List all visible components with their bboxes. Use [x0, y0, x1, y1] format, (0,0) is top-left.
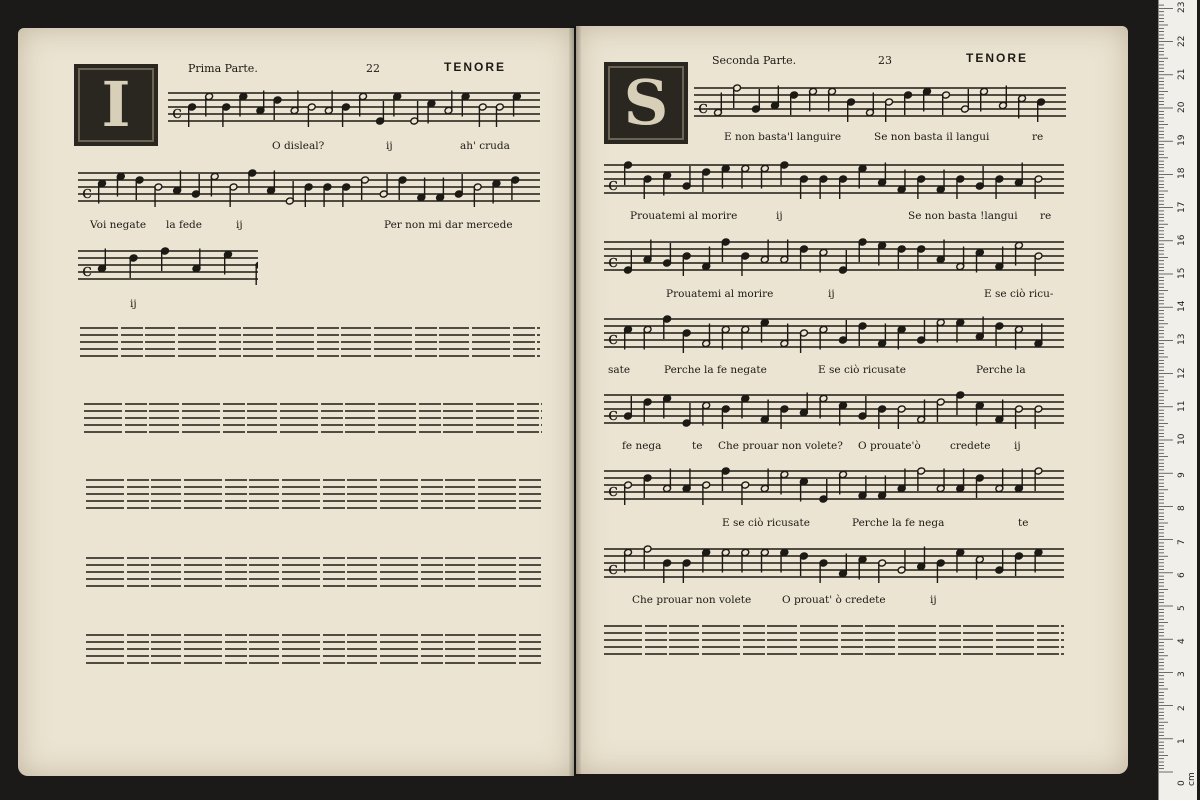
ruler-label: 15	[1177, 267, 1187, 279]
lyric-r3b: ij	[828, 288, 835, 300]
ruler-label: 18	[1177, 167, 1187, 180]
lyric-r4a: sate	[608, 364, 631, 376]
ruler-label: 12	[1177, 367, 1187, 379]
staff-right-4	[604, 311, 1064, 355]
staff-left-2	[78, 165, 540, 209]
staff-left-empty-4	[86, 550, 542, 594]
decorated-initial-right	[604, 62, 688, 144]
lyric-r5e: credete	[950, 440, 991, 452]
right-voice-label: TENORE	[966, 51, 1029, 65]
decorated-initial-left	[74, 64, 158, 146]
clef-symbol: c	[82, 182, 93, 203]
lyric-r5f: ij	[1014, 440, 1021, 452]
staff-left-1	[168, 85, 540, 129]
initial-letter: S	[623, 66, 669, 139]
lyric-r1c: re	[1032, 131, 1044, 143]
staff-right-empty-1	[604, 618, 1064, 662]
lyric-r7c: ij	[930, 594, 937, 606]
staff-left-empty-2	[84, 396, 542, 440]
right-page-number: 23	[878, 54, 892, 67]
staff-left-empty-5	[86, 627, 542, 671]
ruler-label: 5	[1177, 605, 1187, 611]
clef-symbol: c	[608, 480, 619, 501]
lyric-r4b: Perche la fe negate	[664, 364, 767, 376]
lyric-r5c: Che prouar non volete?	[718, 440, 843, 452]
clef-symbol: c	[172, 102, 183, 123]
clef-symbol: c	[608, 174, 619, 195]
lyric-l2a: Voi negate	[90, 219, 147, 231]
lyric-r4d: Perche la	[976, 364, 1026, 376]
clef-symbol: c	[608, 328, 619, 349]
lyric-r7b: O prouat' ò credete	[782, 594, 886, 606]
staff-left-3	[78, 243, 258, 287]
lyric-r2c: Se non basta !langui	[908, 210, 1018, 222]
staff-right-3	[604, 234, 1064, 278]
left-page-number: 22	[366, 62, 380, 75]
lyric-l2b: la fede	[166, 219, 202, 231]
book-gutter	[569, 26, 581, 776]
lyric-r2a: Prouatemi al morire	[630, 210, 738, 222]
staff-right-1	[694, 80, 1066, 124]
lyric-r5d: O prouate'ò	[858, 440, 921, 452]
left-part-title: Prima Parte.	[188, 62, 258, 75]
ruler-label: 22	[1177, 35, 1187, 47]
lyric-r3a: Prouatemi al morire	[666, 288, 774, 300]
ruler-label: 21	[1177, 68, 1187, 80]
lyric-r4c: E se ciò ricusate	[818, 364, 906, 376]
ruler-label: 17	[1177, 201, 1187, 213]
lyric-r6c: te	[1018, 517, 1029, 529]
ruler-label: 6	[1177, 572, 1187, 578]
ruler-label: 0 cm	[1177, 772, 1197, 786]
lyric-l2d: Per non mi dar mercede	[384, 219, 513, 231]
right-part-title: Seconda Parte.	[712, 54, 797, 67]
lyric-r2b: ij	[776, 210, 783, 222]
lyric-r2d: re	[1040, 210, 1052, 222]
ruler-label: 19	[1177, 134, 1187, 147]
clef-symbol: c	[608, 558, 619, 579]
lyric-r7a: Che prouar non volete	[632, 594, 752, 606]
ruler-label: 7	[1177, 538, 1187, 545]
lyric-l1c: ah' cruda	[460, 140, 510, 152]
ruler-label: 10	[1177, 433, 1187, 445]
lyric-r5a: fe nega	[622, 440, 662, 452]
ruler-label: 16	[1177, 234, 1187, 246]
ruler-label: 11	[1177, 400, 1187, 412]
lyric-r1a: E non basta'l languire	[724, 131, 842, 143]
initial-letter: I	[101, 68, 131, 141]
staff-left-empty-1	[80, 320, 540, 364]
staff-left-empty-3	[86, 472, 542, 516]
ruler-label: 14	[1177, 300, 1187, 313]
lyric-l3a: ij	[130, 298, 137, 310]
lyric-l2c: ij	[236, 219, 243, 231]
ruler-label: 20	[1177, 101, 1187, 113]
ruler-label: 13	[1177, 333, 1187, 346]
lyric-l1a: O disleal?	[272, 140, 325, 152]
ruler-label: 3	[1177, 671, 1187, 678]
clef-symbol: c	[82, 260, 93, 281]
lyric-r3c: E se ciò ricu-	[984, 288, 1054, 300]
ruler-label: 1	[1177, 738, 1187, 744]
lyric-r5b: te	[692, 440, 703, 452]
ruler-label: 23	[1177, 1, 1187, 14]
ruler-label: 4	[1177, 638, 1187, 645]
ruler-label: 8	[1177, 505, 1187, 512]
ruler-label: 9	[1177, 472, 1187, 479]
staff-right-5	[604, 387, 1064, 431]
measurement-ruler	[1158, 0, 1197, 800]
clef-symbol: c	[698, 97, 709, 118]
lyric-l1b: ij	[386, 140, 393, 152]
lyric-r6a: E se ciò ricusate	[722, 517, 810, 529]
clef-symbol: c	[608, 251, 619, 272]
staff-right-6	[604, 463, 1064, 507]
lyric-r1b: Se non basta il langui	[874, 131, 990, 143]
lyric-r6b: Perche la fe nega	[852, 517, 945, 529]
ruler-label: 2	[1177, 704, 1187, 711]
staff-right-2	[604, 157, 1064, 201]
staff-right-7	[604, 541, 1064, 585]
clef-symbol: c	[608, 404, 619, 425]
left-voice-label: TENORE	[444, 60, 507, 74]
